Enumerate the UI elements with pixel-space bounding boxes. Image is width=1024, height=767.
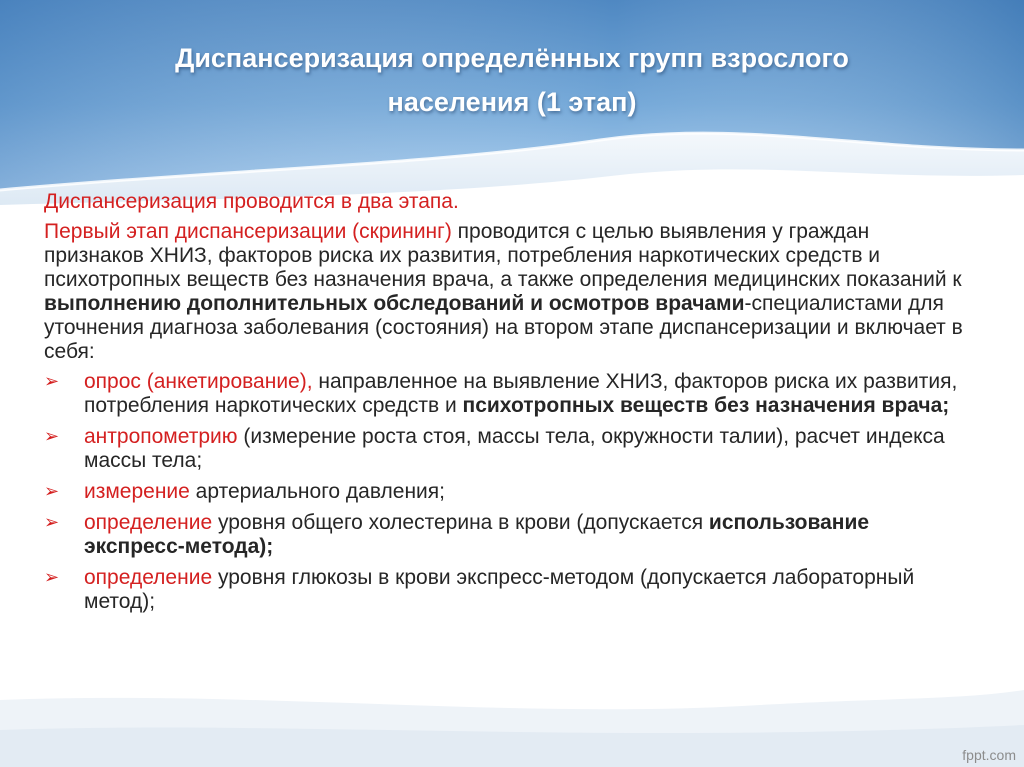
bullet-text: уровня общего холестерина в крови (допускается	[212, 511, 709, 534]
bullet-text: артериального давления;	[189, 480, 445, 503]
bullet-red: измерение	[84, 480, 190, 503]
arrow-bullet-icon: ➢	[44, 512, 60, 533]
bullet-list	[44, 370, 964, 614]
list-item	[44, 370, 964, 418]
list-item	[44, 425, 964, 473]
para-red: Первый этап диспансеризации (скрининг)	[44, 220, 452, 243]
para-bold: выполнению дополнительных обследований и осмотров врачами	[44, 292, 745, 315]
slide-body	[44, 190, 964, 621]
list-item	[44, 511, 964, 559]
arrow-bullet-icon: ➢	[44, 567, 60, 588]
bullet-red: определение	[84, 511, 213, 534]
title-line-1: Диспансеризация определённых групп взрослого	[175, 43, 849, 73]
bullet-bold: психотропных веществ без назначения врача;	[462, 394, 950, 417]
para-text-2: -специалистами для уточнения диагноза заболевания (состояния) на втором этапе диспансеризации и включает в себя:	[44, 292, 963, 363]
footer-watermark: fppt.com	[962, 747, 1016, 763]
para-text-1: проводится с целью выявления у граждан признаков ХНИЗ, факторов риска их развития, потребления наркотических средств и психотропных веществ без назначения врача, а также определения медицинских показаний к	[44, 220, 962, 291]
bullet-text: направленное на выявление ХНИЗ, факторов риска их развития, потребления наркотических средств и	[84, 370, 958, 417]
main-paragraph	[44, 220, 964, 364]
bullet-red: опрос (анкетирование),	[84, 370, 313, 393]
bullet-bold: использование экспресс-метода);	[84, 511, 870, 558]
arrow-bullet-icon: ➢	[44, 481, 60, 502]
arrow-bullet-icon: ➢	[44, 426, 60, 447]
intro-text: Диспансеризация проводится в два этапа.	[44, 190, 459, 213]
bullet-text: (измерение роста стоя, массы тела, окружности талии), расчет индекса массы тела;	[84, 425, 945, 472]
slide-title	[60, 36, 964, 124]
bullet-red: определение	[84, 566, 213, 589]
list-item	[44, 566, 964, 614]
arrow-bullet-icon: ➢	[44, 371, 60, 392]
list-item	[44, 480, 964, 504]
bullet-red: антропометрию	[84, 425, 238, 448]
bullet-text: уровня глюкозы в крови экспресс-методом (допускается лабораторный метод);	[84, 566, 915, 613]
title-line-2: населения (1 этап)	[387, 87, 637, 117]
